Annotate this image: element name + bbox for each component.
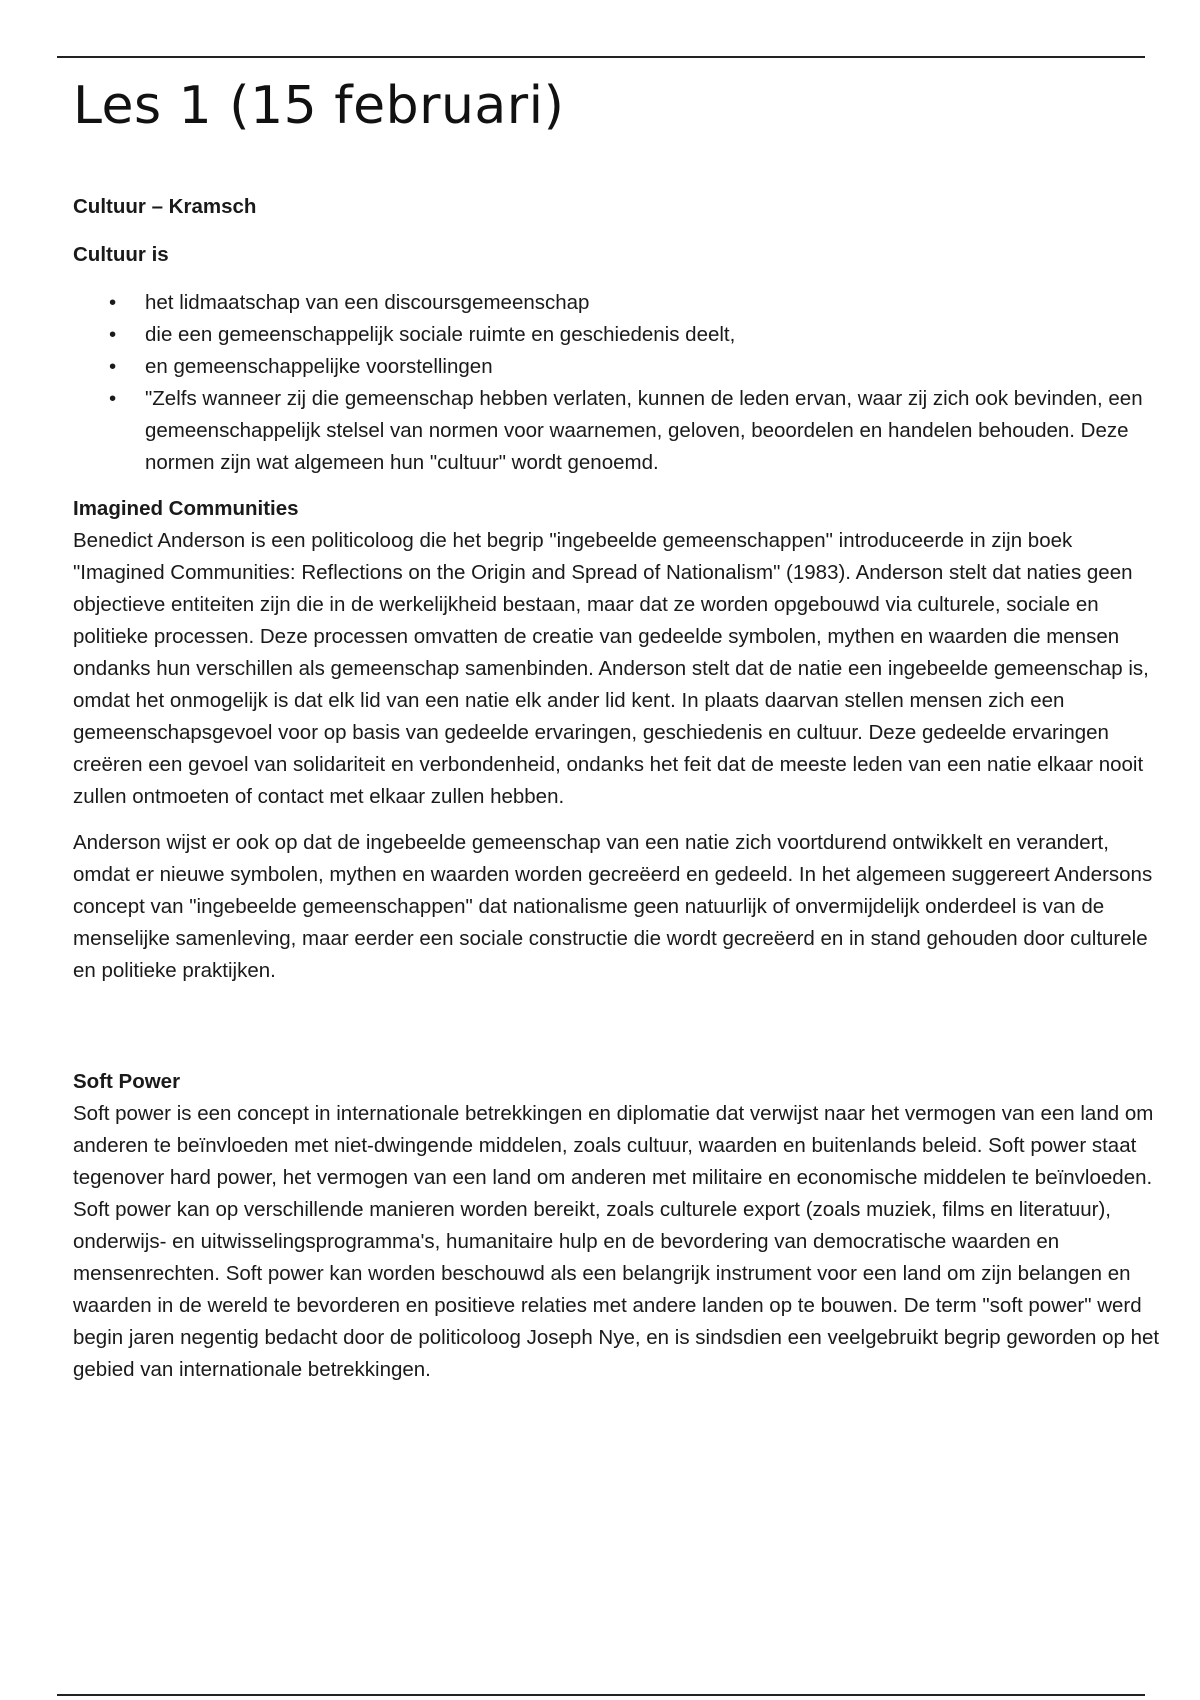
culture-heading: Cultuur is	[73, 243, 169, 266]
document-page	[73, 68, 1163, 1386]
section-subtitle: Cultuur – Kramsch	[73, 195, 257, 218]
bullet-icon: •	[109, 291, 117, 314]
imagined-communities-paragraph-2: Anderson wijst er ook op dat de ingebeelde gemeenschap van een natie zich voortdurend ontwikkelt en verandert, omdat er nieuwe symbolen, mythen en waarden worden gecreëerd en gedeeld. In het algemeen suggereert Andersons concept van "ingebeelde gemeenschappen" dat nationalisme geen natuurlijk of onvermijdelijk onderdeel is van de menselijke samenleving, maar eerder een sociale constructie die wordt gecreëerd en in stand gehouden door culturele en politieke praktijken.	[73, 831, 1153, 982]
page-title: Les 1 (15 februari)	[73, 76, 565, 136]
list-item-text: het lidmaatschap van een discoursgemeenschap	[145, 291, 590, 314]
imagined-communities-paragraph-1: Benedict Anderson is een politicoloog die het begrip "ingebeelde gemeenschappen" introduceerde in zijn boek "Imagined Communities: Reflections on the Origin and Spread of Nationalism" (1983). Anderson stelt dat naties geen objectieve entiteiten zijn die in de werkelijkheid bestaan, maar dat ze worden opgebouwd via culturele, sociale en politieke processen. Deze processen omvatten de creatie van gedeelde symbolen, mythen en waarden die mensen ondanks hun verschillen als gemeenschap samenbinden. Anderson stelt dat de natie een ingebeelde gemeenschap is, omdat het onmogelijk is dat elk lid van een natie elk ander lid kent. In plaats daarvan stellen mensen zich een gemeenschapsgevoel voor op basis van gedeelde ervaringen, geschiedenis en cultuur. Deze gedeelde ervaringen creëren een gevoel van solidariteit en verbondenheid, ondanks het feit dat de meeste leden van een natie elkaar nooit zullen ontmoeten of contact met elkaar zullen hebben.	[73, 529, 1149, 808]
imagined-communities-heading: Imagined Communities	[73, 497, 299, 520]
bullet-icon: •	[109, 355, 117, 378]
bullet-icon: •	[109, 387, 117, 410]
culture-list	[73, 287, 1163, 479]
list-item-text: "Zelfs wanneer zij die gemeenschap hebben verlaten, kunnen de leden ervan, waar zij zich ook bevinden, een gemeenschappelijk stelsel van normen voor waarnemen, geloven, beoordelen en handelen behouden. Deze normen zijn wat algemeen hun "cultuur" wordt genoemd.	[145, 387, 1143, 474]
soft-power-paragraph: Soft power is een concept in internationale betrekkingen en diplomatie dat verwijst naar het vermogen van een land om anderen te beïnvloeden met niet-dwingende middelen, zoals cultuur, waarden en buitenlands beleid. Soft power staat tegenover hard power, het vermogen van een land om anderen met militaire en economische middelen te beïnvloeden. Soft power kan op verschillende manieren worden bereikt, zoals culturele export (zoals muziek, films en literatuur), onderwijs- en uitwisselingsprogramma's, humanitaire hulp en de bevordering van democratische waarden en mensenrechten. Soft power kan worden beschouwd als een belangrijk instrument voor een land om zijn belangen en waarden in de wereld te bevorderen en positieve relaties met andere landen op te bouwen. De term "soft power" werd begin jaren negentig bedacht door de politicoloog Joseph Nye, en is sindsdien een veelgebruikt begrip geworden op het gebied van internationale betrekkingen.	[73, 1102, 1160, 1381]
list-item	[109, 383, 1163, 479]
bottom-divider	[57, 1694, 1145, 1696]
soft-power-heading: Soft Power	[73, 1070, 181, 1093]
list-item	[109, 351, 1163, 383]
bullet-icon: •	[109, 323, 117, 346]
list-item-text: die een gemeenschappelijk sociale ruimte en geschiedenis deelt,	[145, 323, 736, 346]
list-item-text: en gemeenschappelijke voorstellingen	[145, 355, 493, 378]
list-item	[109, 287, 1163, 319]
list-item	[109, 319, 1163, 351]
top-divider	[57, 56, 1145, 58]
